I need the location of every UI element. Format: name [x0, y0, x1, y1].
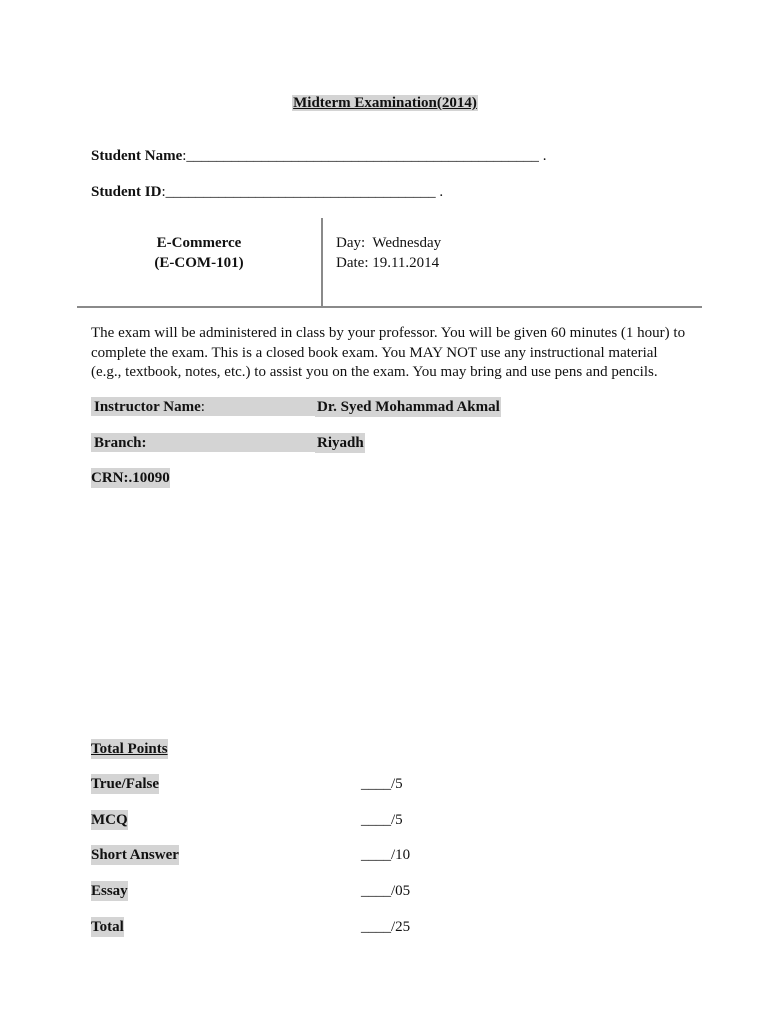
points-row-value: ____/5: [361, 812, 403, 828]
course-box-divider: [321, 218, 323, 306]
crn: CRN:.10090: [91, 470, 170, 486]
course-name: E-Commerce: [156, 235, 242, 251]
branch-value-text: Riyadh: [317, 435, 364, 451]
exam-instructions: The exam will be administered in class by your professor. You will be given 60 minutes (1 hour) to complete the exam. This is a closed book exam. You MAY NOT use any instructional material (e.g., textbook, notes, etc.) to assist you on the exam. You may bring and use pens and pencils.: [91, 325, 686, 380]
branch-label: Branch:: [94, 435, 147, 451]
points-row-value: ____/5: [361, 776, 403, 792]
student-name-blank: :_______________________________________________: [182, 148, 539, 164]
points-row-label: True/False: [91, 776, 160, 792]
student-name-tail: .: [538, 148, 547, 164]
exam-day: Day: Wednesday: [336, 235, 442, 251]
course-name-block: [77, 233, 321, 273]
instructor-label-text: Instructor Name: [94, 399, 201, 415]
points-row-label: MCQ: [91, 812, 128, 828]
student-id-label: Student ID: [91, 184, 162, 200]
student-name-label: Student Name: [91, 148, 183, 164]
points-row-value: ____/25: [361, 919, 411, 935]
exam-title: [0, 93, 770, 113]
points-row-label: Essay: [91, 883, 128, 899]
exam-title-text: Midterm Examination(2014): [293, 95, 477, 111]
total-points-heading: Total Points: [91, 741, 168, 757]
student-id-blank: :____________________________________: [161, 184, 436, 200]
instructor-label-colon: :: [200, 399, 205, 415]
student-name-line: [91, 146, 546, 166]
points-row-value: ____/05: [361, 883, 411, 899]
points-row-label: Short Answer: [91, 847, 179, 863]
points-row-label: Total: [91, 919, 124, 935]
course-code: (E-COM-101): [154, 255, 244, 271]
exam-date: Date: 19.11.2014: [336, 255, 440, 271]
student-id-line: [91, 182, 443, 202]
instructor-label: [94, 397, 205, 417]
course-schedule-block: [336, 233, 441, 273]
instructor-value-text: Dr. Syed Mohammad Akmal: [317, 399, 500, 415]
instructor-value: [315, 397, 501, 417]
course-info-box: [77, 218, 702, 308]
points-row-value: ____/10: [361, 847, 411, 863]
course-box-bottom-rule: [77, 306, 702, 308]
student-id-tail: .: [435, 184, 444, 200]
branch-value: [315, 433, 365, 453]
